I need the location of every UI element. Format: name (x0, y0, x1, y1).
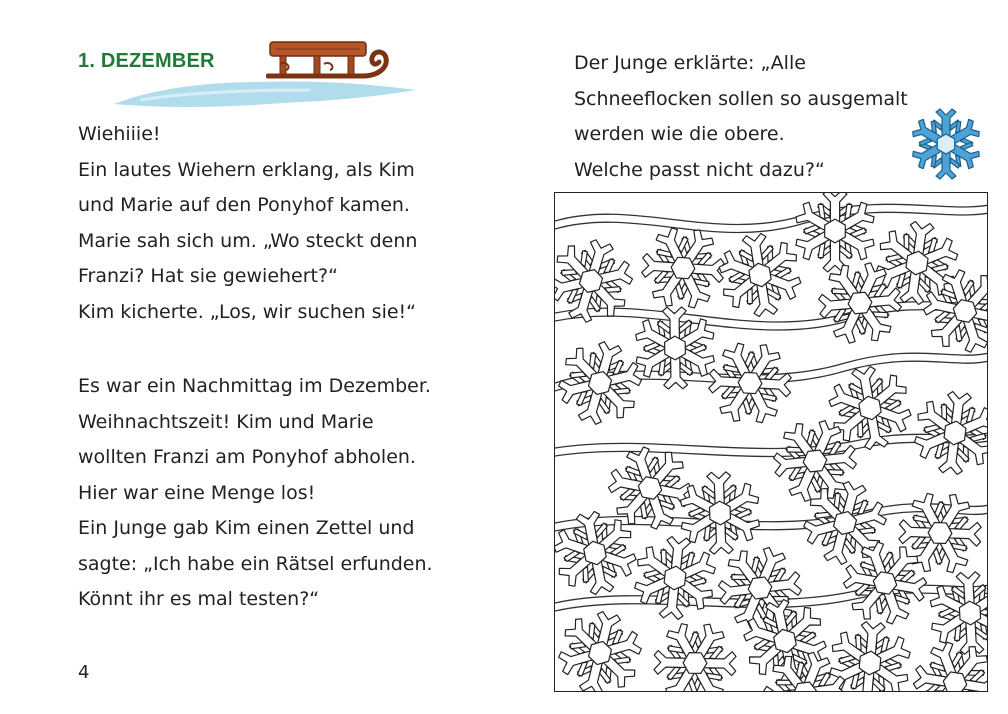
text-line: Ein Junge gab Kim einen Zettel und (78, 517, 415, 539)
wave-line (555, 204, 988, 224)
snowflake-outline (555, 493, 655, 613)
snowflake-outline (810, 348, 929, 468)
text-line: sagte: „Ich habe ein Rätsel erfunden. (78, 552, 433, 575)
text-line: Franzi? Hat sie gewiehert?“ (78, 265, 338, 287)
text-line: Marie sah sich um. „Wo steckt denn (78, 229, 418, 252)
snowflake-outline (906, 387, 988, 479)
text-line: Hier war eine Menge los! (78, 481, 316, 504)
text-line: Der Junge erklärte: „Alle (574, 52, 806, 74)
text-line: Könnt ihr es mal testen?“ (78, 588, 320, 610)
text-line: Weihnachtszeit! Kim und Marie (78, 410, 374, 433)
text-line: Kim kicherte. „Los, wir suchen sie!“ (78, 300, 416, 323)
chapter-title: 1. DEZEMBER (78, 50, 215, 72)
snowflake-outline (691, 325, 809, 442)
text-line: wollten Franzi am Ponyhof abholen. (78, 446, 416, 468)
snowflake-puzzle (554, 192, 988, 692)
text-line: werden wie die obere. (574, 123, 785, 145)
puzzle-drawing (555, 193, 988, 692)
puzzle-instructions (574, 46, 908, 188)
story-paragraph-2 (78, 369, 433, 618)
text-line: Schneeflocken sollen so ausgemalt (574, 87, 908, 110)
snowflake-outline (555, 603, 653, 692)
snowflake-outline (791, 193, 879, 272)
text-line: Welche passt nicht dazu?“ (574, 158, 825, 181)
text-line: Wiehiiie! (78, 123, 161, 145)
page-number: 4 (78, 662, 90, 683)
story-paragraph-1 (78, 117, 417, 330)
text-line: Ein lautes Wiehern erklang, als Kim (78, 158, 415, 181)
snowflake-outline (627, 533, 723, 624)
sled-icon (266, 38, 394, 88)
text-line: und Marie auf den Ponyhof kamen. (78, 194, 410, 216)
snowflake-outline (555, 332, 654, 435)
text-line: Es war ein Nachmittag im Dezember. (78, 375, 431, 397)
snowflake-icon (910, 108, 982, 180)
